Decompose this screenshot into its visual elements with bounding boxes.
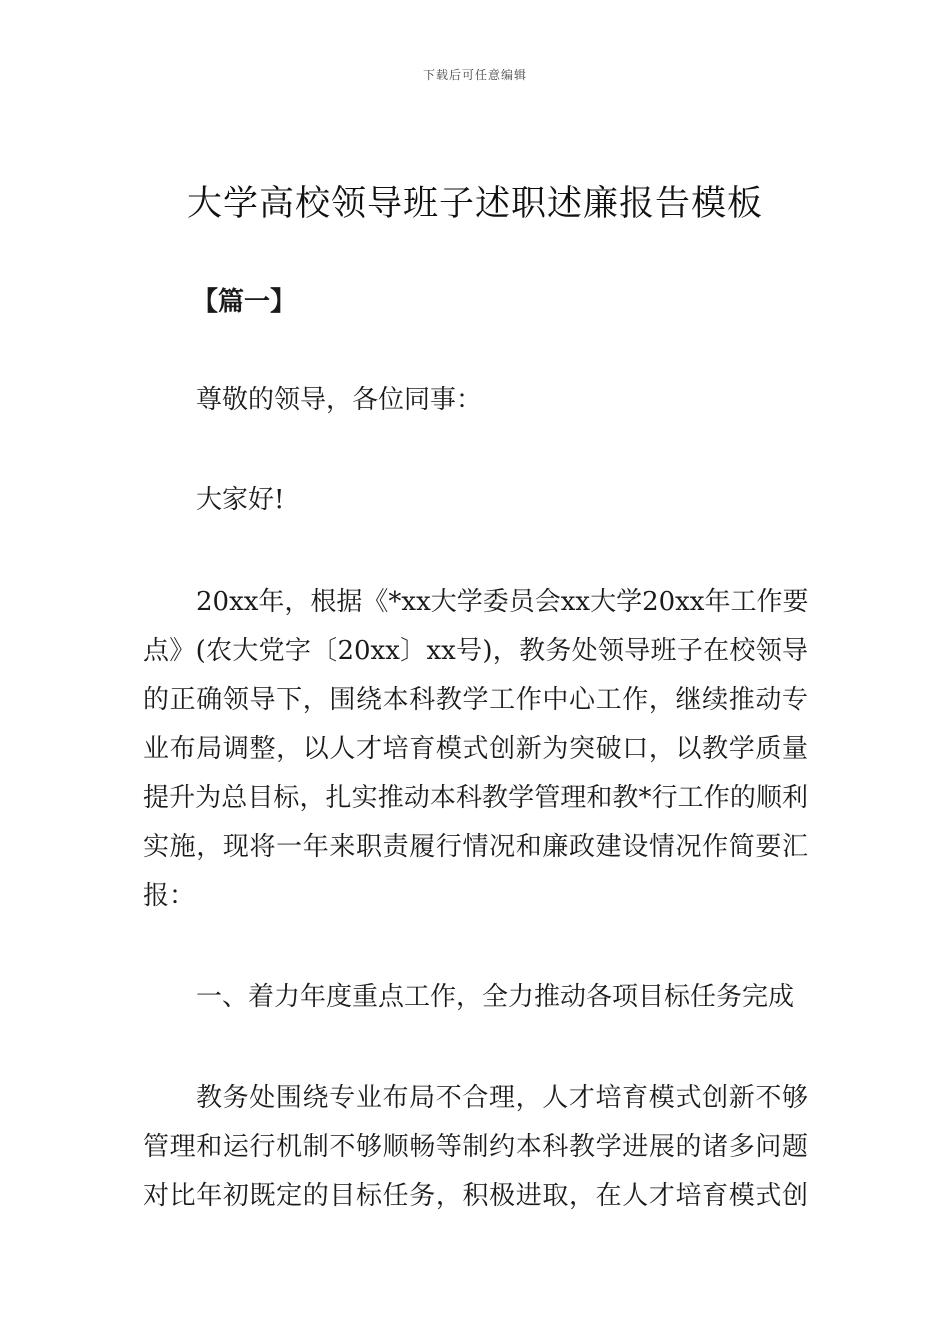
paragraph-line: 对比年初既定的目标任务，积极进取，在人才培育模式创 bbox=[143, 1181, 808, 1211]
paragraph-line: 业布局调整，以人才培育模式创新为突破口，以教学质量 bbox=[143, 734, 808, 764]
header-note: 下载后可任意编辑 bbox=[422, 68, 527, 82]
paragraph-line: 管理和运行机制不够顺畅等制约本科教学进展的诸多问题 bbox=[143, 1132, 808, 1162]
paragraph-line: 实施，现将一年来职责履行情况和廉政建设情况作简要汇 bbox=[143, 832, 808, 862]
paragraph-line: 教务处围绕专业布局不合理，人才培育模式创新不够 bbox=[196, 1083, 808, 1113]
document-title: 大学高校领导班子述职述廉报告模板 bbox=[186, 184, 763, 224]
paragraph-line: 的正确领导下，围绕本科教学工作中心工作，继续推动专 bbox=[143, 685, 808, 715]
paragraph-line: 20xx年，根据《*xx大学委员会xx大学20xx年工作要 bbox=[196, 587, 809, 617]
paragraph-line: 点》(农大党字〔20xx〕xx号)，教务处领导班子在校领导 bbox=[143, 636, 808, 666]
paragraph-2 bbox=[143, 1074, 808, 1221]
paragraph-line: 报： bbox=[143, 881, 196, 911]
paragraph-line: 提升为总目标，扎实推动本科教学管理和教*行工作的顺利 bbox=[143, 783, 808, 813]
paragraph-1 bbox=[143, 578, 808, 921]
section-heading-1: 一、着力年度重点工作，全力推动各项目标任务完成 bbox=[196, 982, 795, 1012]
greeting: 大家好! bbox=[196, 485, 285, 515]
section-tag: 【篇一】 bbox=[192, 287, 297, 317]
salutation: 尊敬的领导，各位同事： bbox=[196, 385, 483, 415]
